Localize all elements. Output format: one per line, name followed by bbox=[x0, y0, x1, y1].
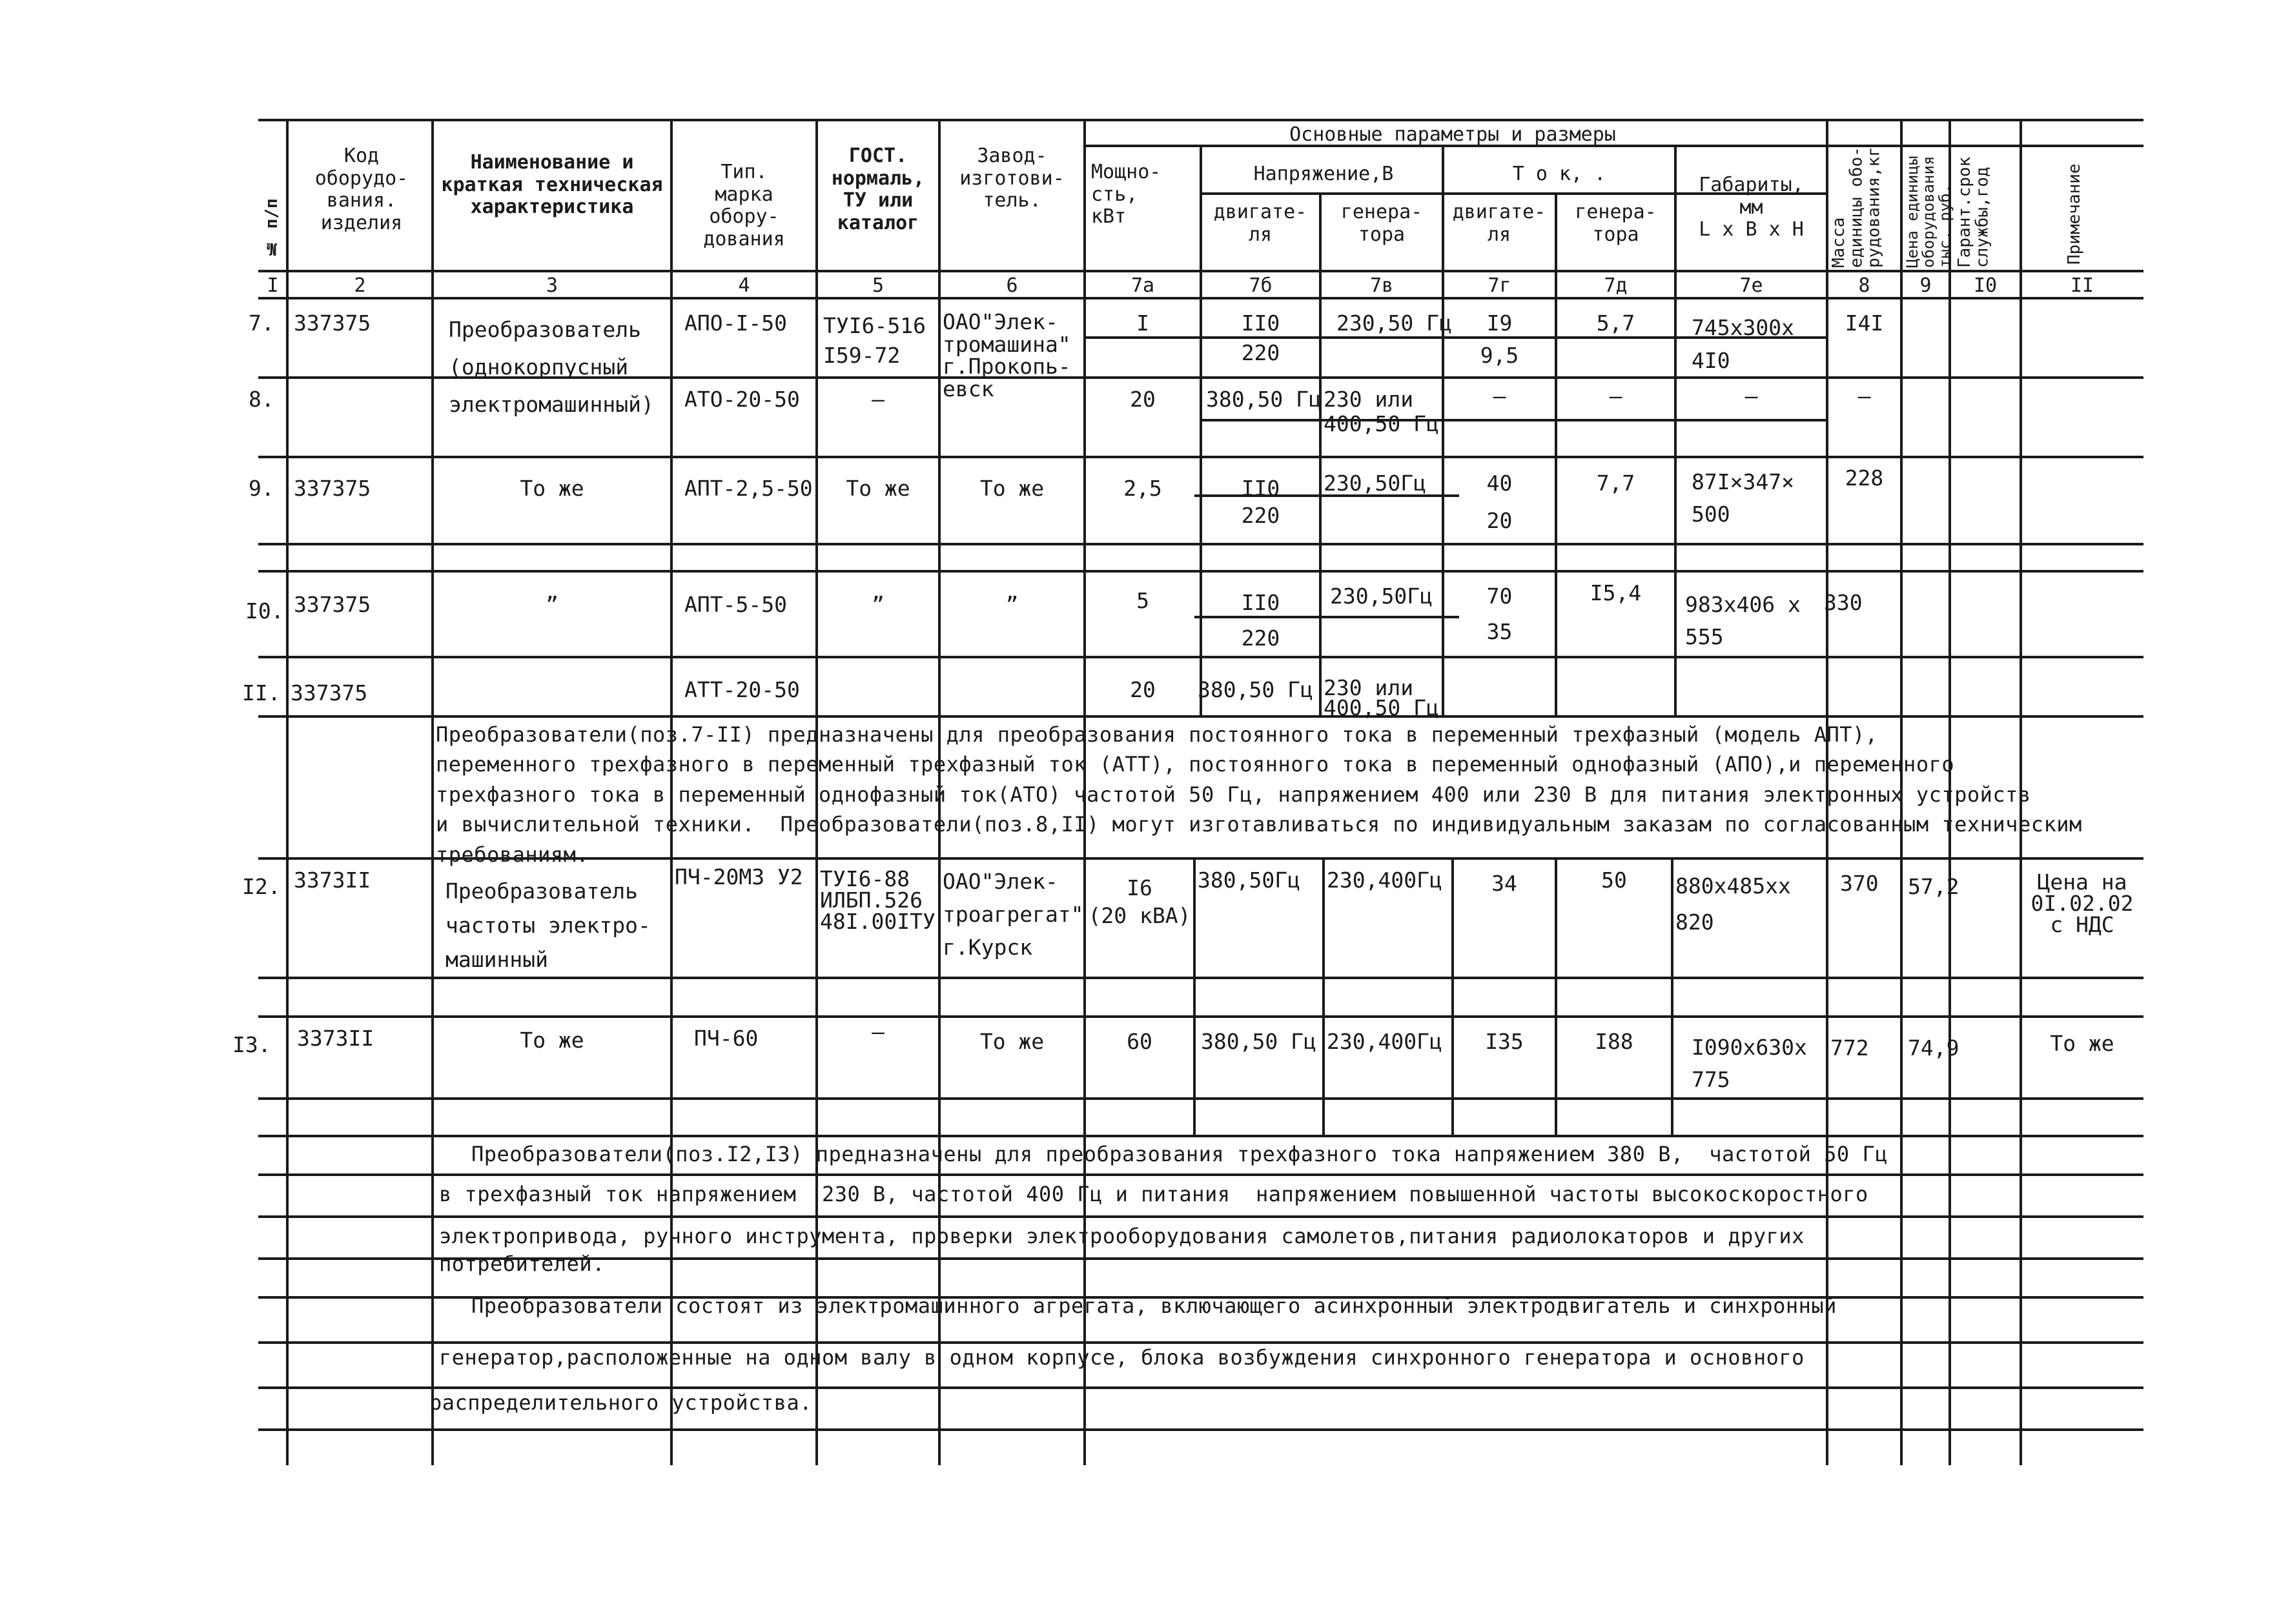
note-1-line: переменного трехфазного в переменный трехфазный ток (АТТ), постоянного тока в переменный однофазный (АПО),и переменного bbox=[436, 752, 1955, 777]
row9-maker: То же bbox=[979, 476, 1045, 501]
row10-name: ” bbox=[546, 592, 558, 617]
row8-c-gen: – bbox=[1609, 383, 1622, 409]
row7-name: Преобразователь (однокорпусный электромашинный) bbox=[449, 317, 654, 417]
header-volt-gen: генера- тора bbox=[1340, 201, 1423, 246]
row12-c-motor: 34 bbox=[1491, 871, 1517, 896]
colnum-4: 4 bbox=[738, 274, 750, 297]
row7-mass: I4I bbox=[1845, 310, 1884, 336]
row10-v-gen: 230,50Гц bbox=[1330, 584, 1433, 609]
colnum-2: 2 bbox=[354, 274, 366, 297]
row12-num: I2. bbox=[242, 874, 281, 899]
header-cur-gen: генера- тора bbox=[1575, 201, 1657, 246]
row13-maker: То же bbox=[979, 1029, 1045, 1054]
row7-c-motor-b: 9,5 bbox=[1480, 343, 1519, 368]
header-code: Код оборудо- вания. изделия bbox=[314, 145, 409, 234]
row12-dims: 880x485xx 820 bbox=[1675, 873, 1791, 935]
note-3-line-2: генератор,расположенные на одном валу в одном корпусе, блока возбуждения синхронного генератора и основного bbox=[439, 1345, 1805, 1370]
note-1-line: и вычислительной техники. Преобразователи(поз.8,II) могут изготавливаться по индивидуальным заказам по согласованным техническим bbox=[436, 812, 2082, 837]
row12-mass: 370 bbox=[1840, 871, 1879, 896]
row9-gost: То же bbox=[846, 476, 910, 501]
colnum-1: I bbox=[267, 274, 279, 297]
row12-code: 3373II bbox=[294, 868, 371, 893]
row7-v-motor-b: 220 bbox=[1241, 340, 1280, 365]
row13-dims: I090x630x 775 bbox=[1692, 1035, 1807, 1092]
row9-v-gen: 230,50Гц bbox=[1324, 471, 1426, 496]
row11-type: АТТ-20-50 bbox=[684, 677, 800, 702]
row10-num: I0. bbox=[245, 598, 284, 624]
row12-note: Цена на 0I.02.02 с НДС bbox=[2030, 869, 2134, 937]
row7-code: 337375 bbox=[294, 310, 371, 336]
header-mass: Масса единицы обо- рудования,кг bbox=[1829, 147, 1884, 268]
row11-v-gen: 230 или 400,50 Гц bbox=[1324, 675, 1439, 721]
row12-v-gen: 230,400Гц bbox=[1327, 868, 1442, 893]
row13-type: ПЧ-60 bbox=[694, 1026, 759, 1051]
row10-maker: ” bbox=[1005, 592, 1019, 617]
note-3-line-1: Преобразователи состоят из электромашинного агрегата, включающего асинхронный электродвигатель и синхронный bbox=[471, 1294, 1837, 1318]
row10-c-motor-a: 70 bbox=[1486, 584, 1513, 609]
row13-c-gen: I88 bbox=[1595, 1029, 1633, 1054]
row7-c-gen: 5,7 bbox=[1596, 310, 1635, 336]
row11-code: 337375 bbox=[291, 680, 368, 705]
row10-mass: 330 bbox=[1824, 590, 1863, 615]
row10-type: АПТ-5-50 bbox=[684, 592, 787, 617]
note-3-line-3: распределительного устройства. bbox=[429, 1390, 812, 1415]
note-1-line: требованиям. bbox=[436, 842, 589, 867]
row13-code: 3373II bbox=[297, 1026, 374, 1051]
row11-num: II. bbox=[242, 680, 281, 705]
row9-num: 9. bbox=[249, 476, 274, 501]
note-1-line: трехфазного тока в переменный однофазный ток(АТО) частотой 50 Гц, напряжением 400 или 230 В для питания электронных устройств bbox=[436, 782, 2031, 807]
header-power: Мощно- сть, кВт bbox=[1091, 161, 1161, 228]
row7-type: АПО-I-50 bbox=[684, 310, 787, 336]
row7-v-gen: 230,50 Гц bbox=[1336, 310, 1452, 336]
header-maker: Завод- изготови- тель. bbox=[959, 145, 1065, 212]
row8-mass: – bbox=[1857, 383, 1871, 409]
colnum-7b: 7б bbox=[1249, 274, 1273, 297]
header-price: Цена единицы оборудования тыс. руб. bbox=[1903, 156, 1954, 268]
row10-c-motor-b: 35 bbox=[1486, 619, 1513, 644]
colnum-8: 8 bbox=[1858, 274, 1870, 297]
header-warranty: Гарант.срок службы,год bbox=[1955, 156, 1992, 268]
row12-gost: ТУI6-88 ИЛБП.526 48I.00IТУ bbox=[820, 866, 936, 934]
row8-type: АТО-20-50 bbox=[684, 387, 800, 412]
header-current: Т о к, . bbox=[1512, 163, 1606, 185]
row8-dims: – bbox=[1744, 383, 1758, 409]
row13-name: То же bbox=[520, 1028, 584, 1053]
colnum-10: I0 bbox=[1973, 274, 1998, 297]
row7-num: 7. bbox=[249, 310, 274, 336]
header-type: Тип. марка обору- дования bbox=[703, 161, 785, 250]
header-params: Основные параметры и размеры bbox=[1289, 123, 1616, 146]
row7-power: I bbox=[1136, 310, 1149, 336]
row12-price: 57,2 bbox=[1908, 874, 1959, 899]
row7-dims: 745x300x 4I0 bbox=[1692, 315, 1794, 374]
row9-mass: 228 bbox=[1845, 465, 1884, 491]
note-1 bbox=[436, 720, 2082, 869]
row11-v-motor: 380,50 Гц bbox=[1198, 677, 1313, 702]
header-name: Наименование и краткая техническая характеристика bbox=[441, 151, 663, 218]
row8-c-motor: – bbox=[1493, 383, 1506, 409]
row13-gost: – bbox=[872, 1019, 885, 1044]
row8-gost: – bbox=[872, 387, 885, 412]
colnum-11: II bbox=[2070, 274, 2094, 297]
header-voltage: Напряжение,В bbox=[1253, 163, 1394, 185]
row8-power: 20 bbox=[1130, 387, 1156, 412]
row9-dims: 87I×347× 500 bbox=[1692, 469, 1794, 527]
row12-v-motor: 380,50Гц bbox=[1198, 868, 1300, 893]
row9-name: То же bbox=[520, 476, 584, 501]
header-volt-motor: двигате- ля bbox=[1213, 201, 1307, 246]
row13-note: То же bbox=[2050, 1031, 2114, 1056]
note-2-line-4: потребителей. bbox=[439, 1252, 605, 1276]
row10-dims: 983x406 x 555 bbox=[1685, 592, 1801, 649]
header-num: № п/п bbox=[262, 198, 281, 258]
row9-type: АПТ-2,5-50 bbox=[684, 476, 813, 501]
row7-v-motor-a: II0 bbox=[1241, 310, 1280, 336]
row13-v-motor: 380,50 Гц bbox=[1201, 1029, 1316, 1054]
row10-gost: ” bbox=[872, 592, 885, 617]
colnum-7a: 7а bbox=[1130, 274, 1155, 297]
note-2-line-3: электропривода, ручного инструмента, проверки электрооборудования самолетов,питания радиолокаторов и других bbox=[439, 1224, 1805, 1248]
row9-c-motor-b: 20 bbox=[1486, 508, 1513, 533]
row9-v-motor-b: 220 bbox=[1241, 503, 1280, 528]
row7-maker: ОАО"Элек- тромашина" г.Прокопь- евск bbox=[943, 309, 1071, 401]
colnum-7v: 7в bbox=[1369, 274, 1394, 297]
colnum-7g: 7г bbox=[1488, 274, 1511, 297]
row10-c-gen: I5,4 bbox=[1590, 580, 1642, 605]
row10-v-motor-a: II0 bbox=[1241, 590, 1280, 615]
header-gost: ГОСТ. нормаль, ТУ или каталог bbox=[831, 145, 925, 234]
row7-gost: ТУI6-516 I59-72 bbox=[823, 313, 926, 369]
row9-v-motor-a: II0 bbox=[1241, 476, 1280, 501]
note-1-line: Преобразователи(поз.7-II) предназначены для преобразования постоянного тока в переменный трехфазный (модель АПТ), bbox=[436, 722, 1878, 747]
row9-power: 2,5 bbox=[1123, 476, 1162, 501]
row12-maker: ОАО"Элек- троагрегат" г.Курск bbox=[943, 869, 1084, 960]
row7-c-motor-a: I9 bbox=[1486, 310, 1513, 336]
note-2-line-2: в трехфазный ток напряжением 230 В, частотой 400 Гц и питания напряжением повышенной частоты высокоскоростного bbox=[439, 1182, 1868, 1206]
row13-num: I3. bbox=[232, 1032, 271, 1057]
row13-mass: 772 bbox=[1830, 1035, 1869, 1061]
row10-code: 337375 bbox=[294, 592, 371, 617]
colnum-5: 5 bbox=[872, 274, 885, 297]
colnum-7e: 7е bbox=[1739, 274, 1763, 297]
row9-c-gen: 7,7 bbox=[1596, 471, 1635, 496]
row12-c-gen: 50 bbox=[1601, 868, 1627, 893]
row13-power: 60 bbox=[1127, 1029, 1152, 1054]
row8-v-gen: 230 или 400,50 Гц bbox=[1324, 387, 1439, 436]
row12-name: Преобразователь частоты электро- машинный bbox=[445, 878, 651, 972]
row8-v-motor: 380,50 Гц bbox=[1206, 387, 1322, 412]
colnum-7d: 7д bbox=[1604, 274, 1628, 297]
row10-power: 5 bbox=[1136, 588, 1149, 613]
row8-num: 8. bbox=[249, 387, 274, 412]
row9-c-motor-a: 40 bbox=[1486, 471, 1513, 496]
row11-power: 20 bbox=[1130, 677, 1156, 702]
colnum-3: 3 bbox=[546, 274, 558, 297]
row13-v-gen: 230,400Гц bbox=[1327, 1029, 1442, 1054]
header-dims: Габариты, мм L x B x H bbox=[1699, 174, 1804, 241]
row13-price: 74,9 bbox=[1908, 1035, 1959, 1061]
header-cur-motor: двигате- ля bbox=[1452, 201, 1546, 246]
row9-code: 337375 bbox=[294, 476, 371, 501]
header-note: Примечание bbox=[2065, 163, 2084, 265]
row13-c-motor: I35 bbox=[1485, 1029, 1524, 1054]
row12-power: I6 (20 кВА) bbox=[1088, 875, 1191, 928]
row10-v-motor-b: 220 bbox=[1241, 625, 1280, 651]
colnum-9: 9 bbox=[1919, 274, 1932, 297]
note-2-line-1: Преобразователи(поз.I2,I3) предназначены для преобразования трехфазного тока напряжением 380 В, частотой 50 Гц bbox=[471, 1142, 1888, 1166]
row12-type: ПЧ-20М3 У2 bbox=[675, 864, 803, 889]
colnum-6: 6 bbox=[1006, 274, 1018, 297]
